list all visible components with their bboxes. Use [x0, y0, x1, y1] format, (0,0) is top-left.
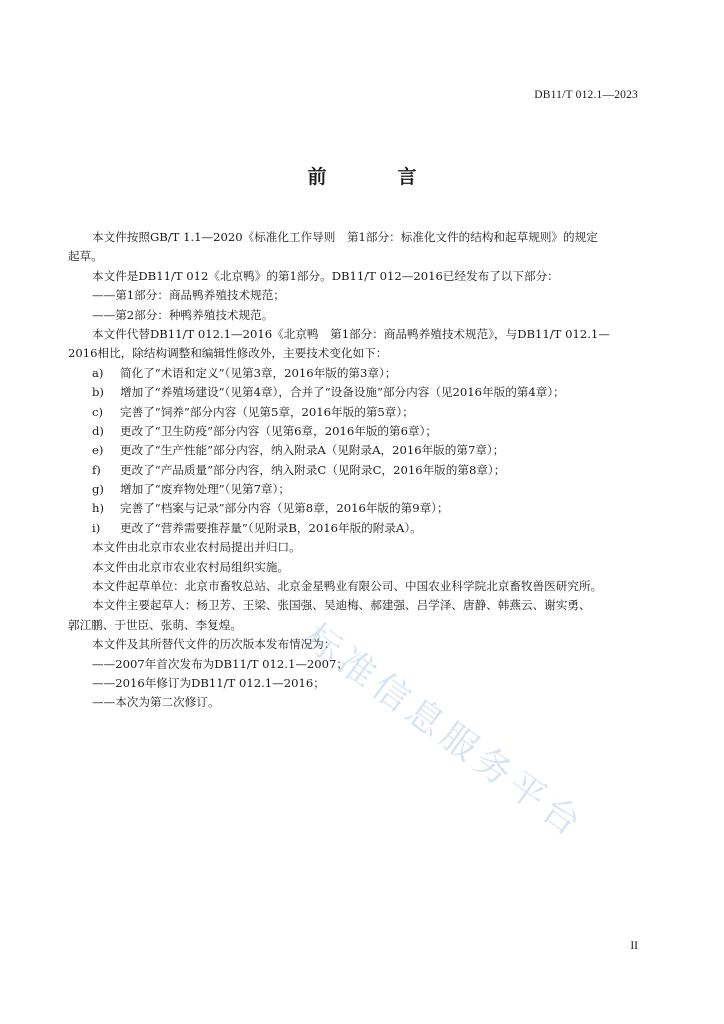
list-item-text: 增加了“废弃物处理”（见第7章）；: [120, 482, 290, 497]
history-item: ——2007年首次发布为DB11/T 012.1—2007；: [92, 656, 349, 671]
implementer-statement: 本文件由北京市农业农村局组织实施。: [92, 559, 290, 574]
paragraph-drafting-rule: 本文件按照GB/T 1.1—2020《标准化工作导则 第1部分：标准化文件的结构和起草规则》的规定: [92, 230, 598, 244]
list-item-text: 增加了“养殖场建设”（见第4章），合并了“设备设施”部分内容（见2016年版的第4章）；: [120, 385, 565, 400]
list-marker: d): [92, 423, 104, 438]
list-item: [68, 461, 640, 480]
list-marker: c): [92, 404, 104, 419]
list-marker: e): [92, 443, 104, 458]
history-intro: 本文件及其所替代文件的历次版本发布情况为：: [92, 637, 336, 652]
list-item: [68, 480, 640, 499]
paragraph-drafting-rule-cont: 起草。: [68, 249, 103, 264]
list-marker: b): [92, 385, 104, 400]
list-marker: h): [92, 501, 104, 516]
history-item: ——2016年修订为DB11/T 012.1—2016；: [92, 675, 325, 690]
page-title: 前 言: [307, 166, 443, 188]
list-item: [68, 519, 640, 538]
list-item-text: 更改了“生产性能”部分内容，纳入附录A（见附录A，2016年版的第7章）；: [120, 443, 505, 458]
list-item-text: 更改了“产品质量”部分内容，纳入附录C（见附录C，2016年版的第8章）；: [120, 462, 506, 477]
page-number: II: [630, 940, 638, 952]
list-item: [68, 499, 640, 518]
list-item: [68, 364, 640, 383]
list-item: [68, 441, 640, 460]
drafting-units: 本文件起草单位：北京市畜牧总站、北京金星鸭业有限公司、中国农业科学院北京畜牧兽医研究所。: [92, 579, 603, 594]
series-part-1: ——第1部分：商品鸭养殖技术规范；: [92, 288, 285, 303]
list-item-text: 更改了“卫生防疫”部分内容（见第6章，2016年版的第6章）；: [120, 423, 437, 438]
drafters-cont: 郭江鹏、于世臣、张萌、李复煌。: [68, 617, 242, 632]
paragraph-replacement-cont: 2016相比，除结构调整和编辑性修改外，主要技术变化如下：: [68, 346, 388, 361]
list-item: [68, 403, 640, 422]
paragraph-replacement: 本文件代替DB11/T 012.1—2016《北京鸭 第1部分：商品鸭养殖技术规范》，与DB11/T 012.1—: [92, 326, 610, 341]
list-marker: i): [92, 520, 101, 535]
standard-code-header: DB11/T 012.1—2023: [534, 89, 638, 101]
drafters: 本文件主要起草人：杨卫芳、王梁、张国强、吴迪梅、郝建强、吕学泽、唐静、韩燕云、谢实勇、: [92, 598, 591, 613]
list-marker: g): [92, 482, 104, 497]
list-item-text: 简化了“术语和定义”（见第3章，2016年版的第3章）；: [120, 365, 397, 380]
paragraph-series-intro: 本文件是DB11/T 012《北京鸭》的第1部分。DB11/T 012—2016已经发布了以下部分：: [92, 268, 559, 283]
list-item-text: 完善了“档案与记录”部分内容（见第8章，2016年版的第9章）；: [120, 501, 449, 516]
list-item: [68, 383, 640, 402]
watermark: 标准信息服务平台: [296, 616, 593, 848]
foreword-body: [68, 228, 640, 713]
list-marker: f): [92, 462, 101, 477]
list-item-text: 完善了“饲养”部分内容（见第5章，2016年版的第5章）；: [120, 404, 414, 419]
series-part-2: ——第2部分：种鸭养殖技术规范。: [92, 307, 274, 322]
history-item: ——本次为第二次修订。: [92, 695, 220, 710]
list-item-text: 更改了“营养需要推荐量”（见附录B，2016年版的附录A）。: [120, 520, 422, 535]
list-marker: a): [92, 365, 104, 380]
changes-list: [68, 364, 640, 539]
list-item: [68, 422, 640, 441]
proposer-statement: 本文件由北京市农业农村局提出并归口。: [92, 540, 301, 555]
